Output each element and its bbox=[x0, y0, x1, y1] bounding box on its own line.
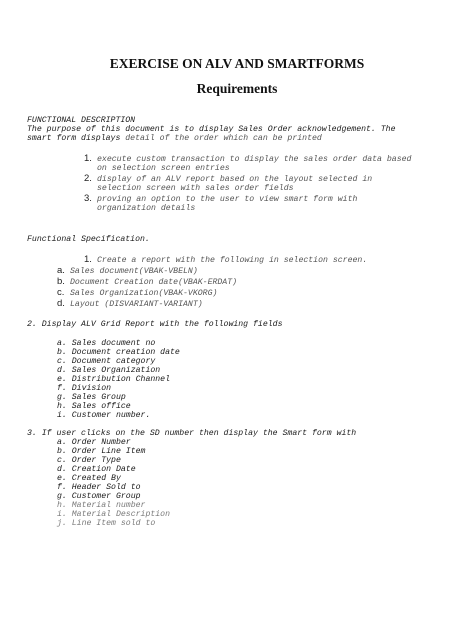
requirement-text: organization details bbox=[97, 204, 196, 213]
list-item: i. Customer number. bbox=[57, 411, 151, 420]
spec-field-text: Sales Organization(VBAK-VKORG) bbox=[70, 289, 218, 298]
section-3-heading: 3. If user clicks on the SD number then display the Smart form with bbox=[27, 429, 357, 438]
requirement-text: proving an option to the user to view smart form with bbox=[97, 195, 358, 204]
list-item: e. Distribution Channel bbox=[57, 375, 171, 384]
list-item: h. Material number bbox=[57, 501, 146, 510]
spec-field-letter: d. bbox=[57, 298, 65, 309]
requirement-text: on selection screen entries bbox=[97, 164, 230, 173]
spec-field-text: Layout (DISVARIANT-VARIANT) bbox=[70, 300, 203, 309]
list-item: f. Division bbox=[57, 384, 112, 393]
requirement-number: 1. bbox=[84, 153, 92, 164]
spec-field-letter: b. bbox=[57, 276, 65, 287]
description-line-2-a: smart form displays bbox=[27, 134, 121, 143]
functional-spec-heading: Functional Specification. bbox=[27, 235, 150, 244]
list-item: e. Created By bbox=[57, 474, 121, 483]
requirement-text: selection screen with sales order fields bbox=[97, 184, 294, 193]
list-item: g. Sales Group bbox=[57, 393, 126, 402]
description-line-2-b: detail of the order which can be printed bbox=[120, 134, 322, 143]
list-item: d. Creation Date bbox=[57, 465, 136, 474]
spec-step-number: 1. bbox=[84, 254, 92, 265]
requirement-text: execute custom transaction to display the sales order data based bbox=[97, 155, 412, 164]
list-item: h. Sales office bbox=[57, 402, 131, 411]
list-item: a. Order Number bbox=[57, 438, 131, 447]
requirement-text: display of an ALV report based on the layout selected in bbox=[97, 175, 373, 184]
list-item: c. Document category bbox=[57, 357, 156, 366]
spec-field-text: Document Creation date(VBAK-ERDAT) bbox=[70, 278, 238, 287]
section-2-heading: 2. Display ALV Grid Report with the following fields bbox=[27, 320, 283, 329]
document-title: EXERCISE ON ALV AND SMARTFORMS bbox=[109, 56, 365, 71]
list-item: f. Header Sold to bbox=[57, 483, 141, 492]
document-subtitle: Requirements bbox=[196, 81, 278, 96]
description-line-1: The purpose of this document is to display Sales Order acknowledgement. The bbox=[27, 125, 396, 134]
functional-description-heading: FUNCTIONAL DESCRIPTION bbox=[27, 116, 136, 125]
list-item: c. Order Type bbox=[57, 456, 121, 465]
list-item: g. Customer Group bbox=[57, 492, 141, 501]
description-line-2 bbox=[27, 134, 322, 143]
list-item: b. Order Line Item bbox=[57, 447, 146, 456]
list-item: b. Document creation date bbox=[57, 348, 180, 357]
list-item: j. Line Item sold to bbox=[57, 519, 156, 528]
spec-step-text: Create a report with the following in selection screen. bbox=[97, 256, 368, 265]
spec-field-letter: c. bbox=[57, 287, 65, 298]
list-item: d. Sales Organization bbox=[57, 366, 161, 375]
spec-field-text: Sales document(VBAK-VBELN) bbox=[70, 267, 198, 276]
list-item: a. Sales document no bbox=[57, 339, 156, 348]
spec-field-letter: a. bbox=[57, 265, 65, 276]
requirement-number: 3. bbox=[84, 193, 92, 204]
list-item: i. Material Description bbox=[57, 510, 171, 519]
requirement-number: 2. bbox=[84, 173, 92, 184]
